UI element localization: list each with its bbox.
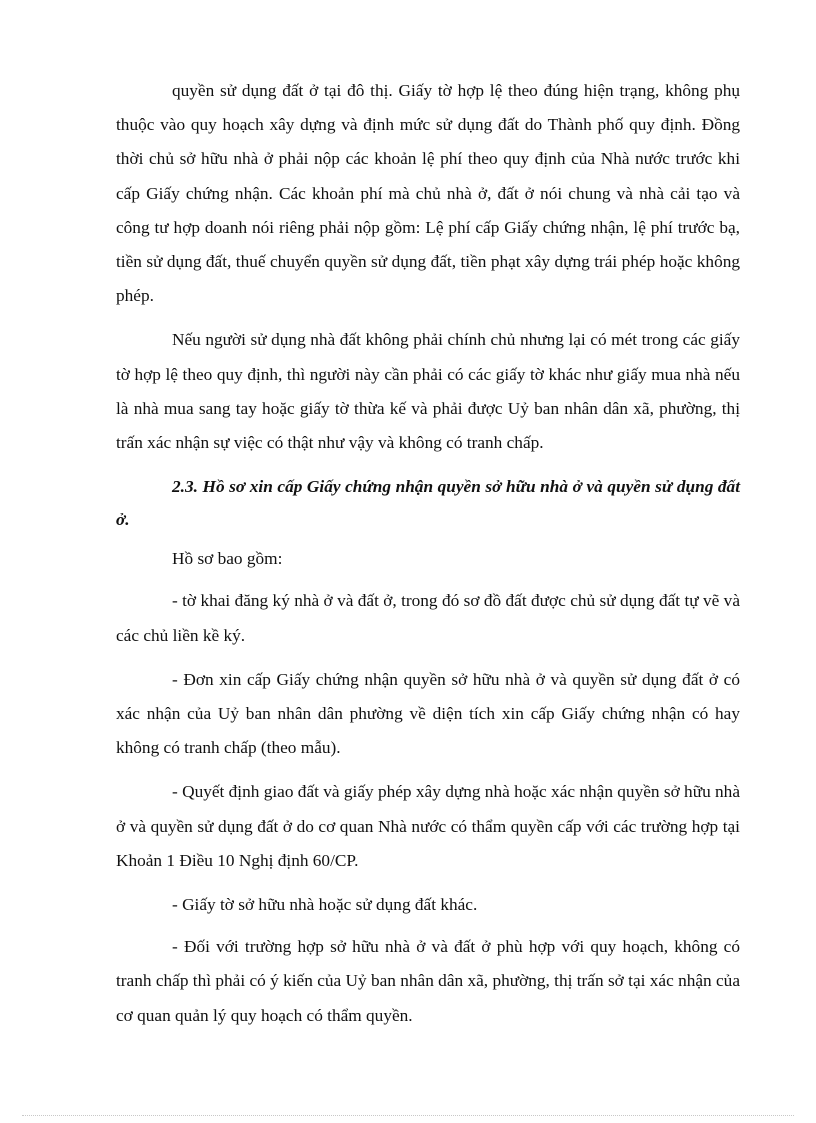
paragraph-ownership: Nếu người sử dụng nhà đất không phải chính chủ nhưng lại có mét trong các giấy tờ hợp lệ theo quy định, thì người này cần phải có các giấy tờ khác như giấy mua nhà nếu là nhà mua sang tay hoặc giấy tờ thừa kế và phải được Uỷ ban nhân dân xã, phường, thị trấn xác nhận sự việc có thật như vậy và không có tranh chấp. [116, 330, 740, 453]
list-intro: Hồ sơ bao gồm: [172, 549, 283, 569]
document-body [116, 74, 740, 1043]
section-heading: 2.3. Hồ sơ xin cấp Giấy chứng nhận quyền sở hữu nhà ở và quyền sử dụng đất ở. [116, 477, 740, 530]
list-item: - Đơn xin cấp Giấy chứng nhận quyền sở hữu nhà ở và quyền sử dụng đất ở có xác nhận của Uỷ ban nhân dân phường về diện tích xin cấp Giấy chứng nhận có hay không có tranh chấp (theo mẫu). [116, 669, 740, 758]
list-item: - Giấy tờ sở hữu nhà hoặc sử dụng đất khác. [172, 895, 478, 915]
footer-divider [22, 1115, 794, 1116]
list-item: - tờ khai đăng ký nhà ở và đất ở, trong đó sơ đồ đất được chủ sử dụng đất tự vẽ và các chủ liền kề ký. [116, 591, 740, 645]
list-item: - Quyết định giao đất và giấy phép xây dựng nhà hoặc xác nhận quyền sở hữu nhà ở và quyền sử dụng đất ở do cơ quan Nhà nước có thẩm quyền cấp với các trường hợp tại Khoản 1 Điều 10 Nghị định 60/CP. [116, 782, 740, 870]
paragraph-continuation: quyền sử dụng đất ở tại đô thị. Giấy tờ hợp lệ theo đúng hiện trạng, không phụ thuộc vào quy hoạch xây dựng và định mức sử dụng đất do Thành phố quy định. Đồng thời chủ sở hữu nhà ở phải nộp các khoản lệ phí theo quy định của Nhà nước trước khi cấp Giấy chứng nhận. Các khoản phí mà chủ nhà ở, đất ở nói chung và nhà cải tạo và công tư hợp doanh nói riêng phải nộp gồm: Lệ phí cấp Giấy chứng nhận, lệ phí trước bạ, tiền sử dụng đất, thuế chuyển quyền sử dụng đất, tiền phạt xây dựng trái phép hoặc không phép. [116, 81, 740, 306]
list-item: - Đối với trường hợp sở hữu nhà ở và đất ở phù hợp với quy hoạch, không có tranh chấp thì phải có ý kiến của Uỷ ban nhân dân xã, phường, thị trấn sở tại xác nhận của cơ quan quản lý quy hoạch có thẩm quyền. [116, 937, 740, 1025]
